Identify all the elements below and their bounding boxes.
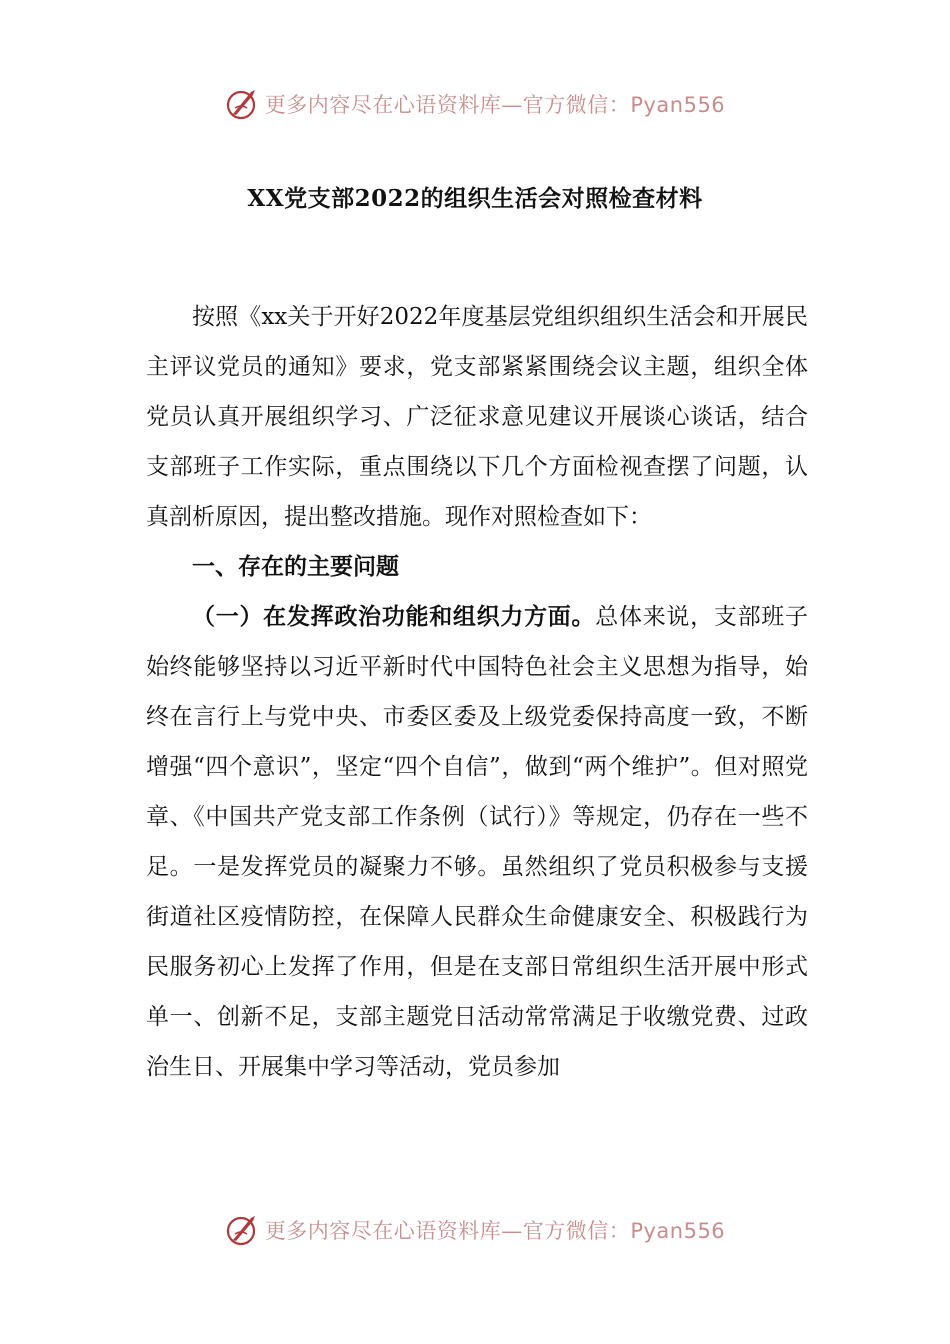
watermark-banner-bottom bbox=[0, 1208, 950, 1252]
quill-seal-logo-icon bbox=[225, 86, 261, 122]
quill-seal-logo-icon bbox=[225, 1212, 261, 1248]
watermark-text: 更多内容尽在心语资料库—官方微信：Pyan556 bbox=[264, 1219, 726, 1243]
intro-paragraph: 按照《xx关于开好2022年度基层党组织组织生活会和开展民主评议党员的通知》要求，党支部紧紧围绕会议主题，组织全体党员认真开展组织学习、广泛征求意见建议开展谈心谈话，结合支部班子工作实际，重点围绕以下几个方面检视查摆了问题，认真剖析原因，提出整改措施。现作对照检查如下： bbox=[146, 304, 808, 530]
document-body bbox=[146, 292, 808, 1092]
section-heading: 一、存在的主要问题 bbox=[192, 553, 399, 580]
subsection-paragraph bbox=[146, 592, 808, 1092]
watermark-banner-top bbox=[0, 82, 950, 126]
document-title: XX党支部2022的组织生活会对照检查材料 bbox=[247, 185, 703, 212]
subsection-heading: （一）在发挥政治功能和组织力方面。 bbox=[192, 603, 596, 630]
watermark-text: 更多内容尽在心语资料库—官方微信：Pyan556 bbox=[264, 93, 726, 117]
subsection-text: 总体来说，支部班子始终能够坚持以习近平新时代中国特色社会主义思想为指导，始终在言行上与党中央、市委区委及上级党委保持高度一致，不断增强“四个意识”，坚定“四个自信”，做到“两个维护”。但对照党章、《中国共产党支部工作条例（试行）》等规定，仍存在一些不足。一是发挥党员的凝聚力不够。虽然组织了党员积极参与支援街道社区疫情防控，在保障人民群众生命健康安全、积极践行为民服务初心上发挥了作用，但是在支部日常组织生活开展中形式单一、创新不足，支部主题党日活动常常满足于收缴党费、过政治生日、开展集中学习等活动，党员参加 bbox=[146, 604, 809, 1080]
